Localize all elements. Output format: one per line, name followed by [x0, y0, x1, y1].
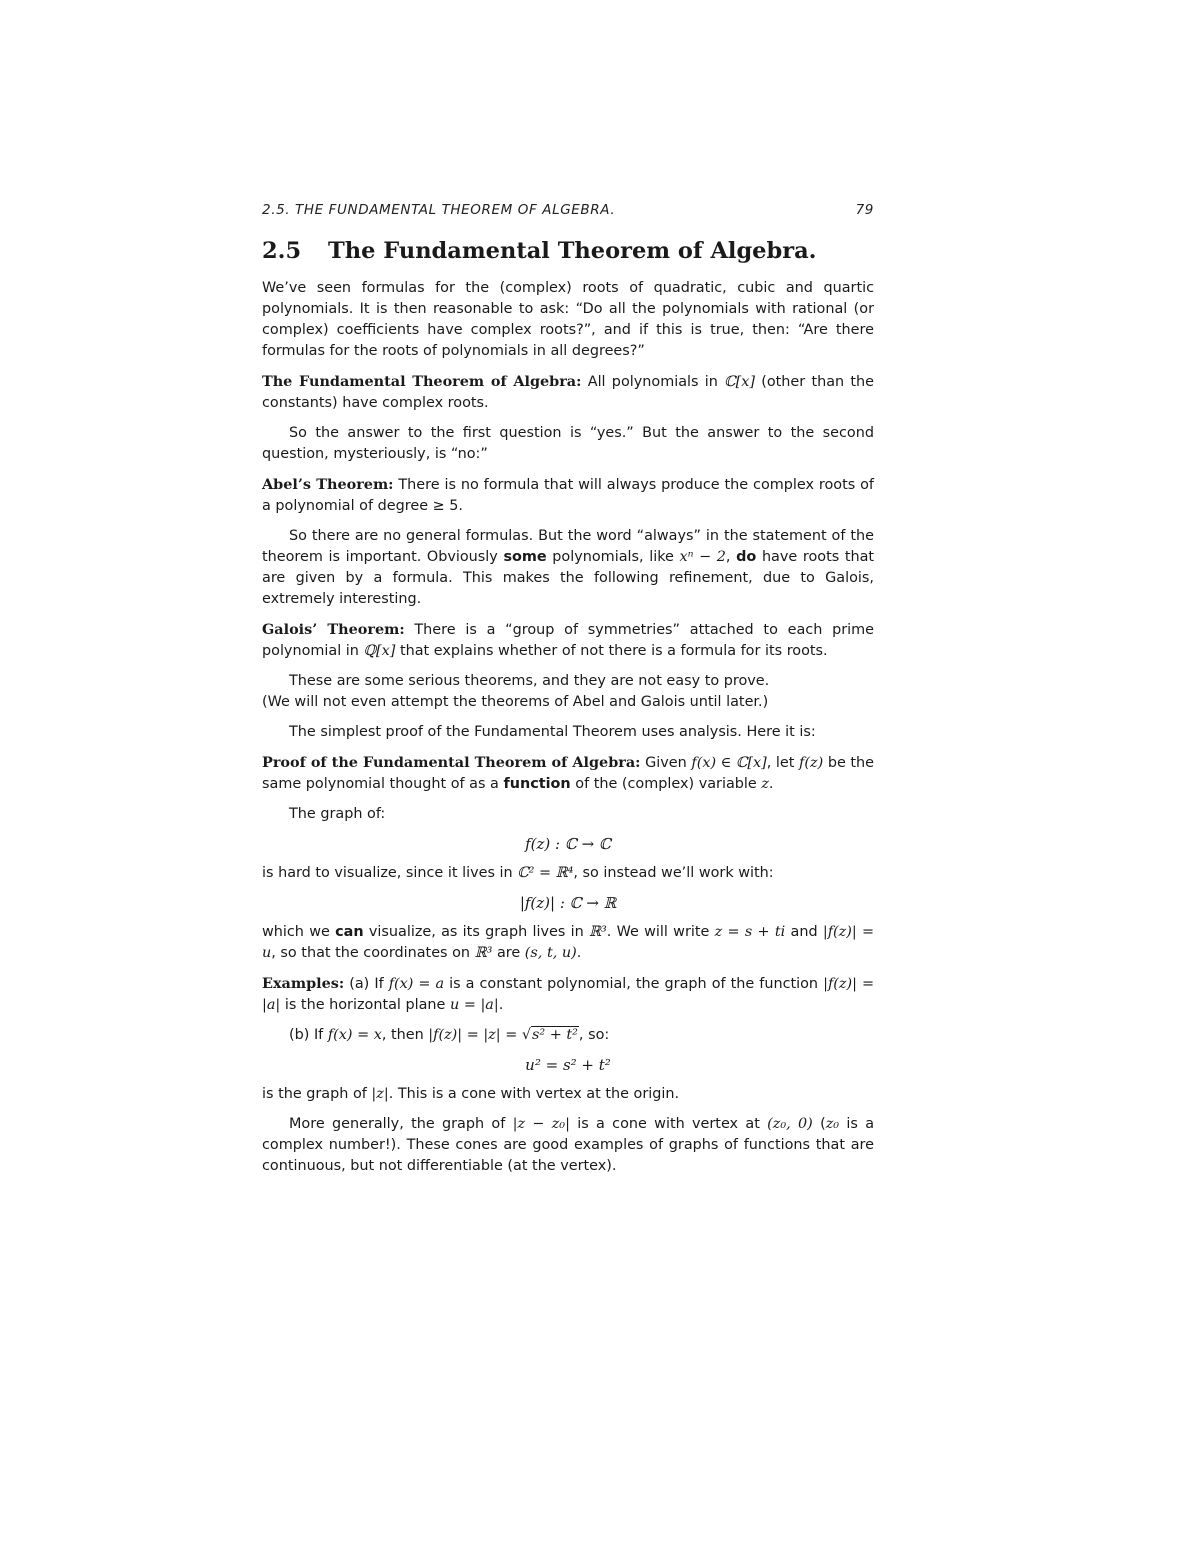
always-paragraph	[262, 526, 874, 610]
text-run: of the (complex) variable	[575, 776, 757, 792]
display-equation-2: |f(z)| : ℂ → ℝ	[519, 894, 617, 912]
bold-word: function	[503, 776, 571, 792]
text-run: . We will write	[606, 924, 710, 940]
math-expression: z	[761, 776, 769, 792]
math-expression: xⁿ − 2	[679, 549, 726, 565]
serious-line-1: These are some serious theorems, and they are not easy to prove.	[289, 673, 770, 689]
general-paragraph	[262, 1114, 874, 1177]
text-run: (	[820, 1116, 826, 1132]
example-b	[262, 1025, 874, 1046]
math-expression: |f(z)| = |a|	[262, 976, 875, 1013]
display-equation-3: u² = s² + t²	[525, 1056, 611, 1074]
proof-paragraph	[262, 752, 874, 795]
example-a	[262, 973, 874, 1016]
abel-label: Abel’s Theorem:	[262, 476, 394, 493]
text-run: and	[790, 924, 818, 940]
answer-paragraph: So the answer to the first question is “yes.” But the answer to the second question, mysteriously, is “no:”	[262, 425, 874, 462]
math-expression: |z − z₀|	[512, 1116, 570, 1132]
text-run: are	[496, 945, 521, 961]
text-run: which we	[262, 924, 330, 940]
page-number: 79	[855, 202, 874, 218]
fta-statement	[262, 371, 874, 414]
text-run: (b) If	[289, 1027, 324, 1043]
running-head	[262, 196, 874, 224]
text-run: Given	[645, 755, 687, 771]
math-ring: ℚ[x]	[363, 643, 396, 659]
text-run: .	[498, 997, 504, 1013]
graph-lead: The graph of:	[289, 806, 386, 822]
text-run: .	[576, 945, 582, 961]
text-run: , let	[766, 755, 795, 771]
text-run: More generally, the graph of	[289, 1116, 506, 1132]
text-run: (a) If	[349, 976, 384, 992]
text-run: is a constant polynomial, the graph of the function	[449, 976, 819, 992]
text-run: .	[768, 776, 774, 792]
math-expression: ℝ³	[589, 924, 607, 940]
section-heading	[262, 238, 874, 264]
text-run: be the same polynomial thought of as a	[262, 755, 875, 792]
math-expression: u = |a|	[449, 997, 499, 1013]
text-run: . This is a cone with vertex at the origin.	[388, 1086, 680, 1102]
running-title: 2.5. THE FUNDAMENTAL THEOREM OF ALGEBRA.	[262, 202, 616, 218]
math-expression: |f(z)| = u	[262, 924, 875, 961]
math-expression: (s, t, u)	[524, 945, 577, 961]
display-equation-1: f(z) : ℂ → ℂ	[525, 835, 611, 853]
text-run: , so instead we’ll work with:	[573, 865, 774, 881]
math-expression: (z₀, 0)	[767, 1116, 813, 1132]
math-expression: f(x) = x	[327, 1027, 382, 1043]
math-expression: ℝ³	[474, 945, 493, 961]
galois-text-after: that explains whether of not there is a formula for its roots.	[399, 643, 828, 659]
fta-label: The Fundamental Theorem of Algebra:	[262, 373, 582, 390]
serious-line-2: (We will not even attempt the theorems of Abel and Galois until later.)	[262, 694, 769, 710]
sqrt-radicand: s² + t²	[532, 1027, 578, 1043]
text-run: is hard to visualize, since it lives in	[262, 865, 513, 881]
text-run: is the horizontal plane	[284, 997, 446, 1013]
proof-label: Proof of the Fundamental Theorem of Algebra:	[262, 754, 641, 771]
math-expression: f(x) ∈ ℂ[x]	[691, 755, 767, 771]
section-title: The Fundamental Theorem of Algebra.	[328, 238, 817, 264]
visualize-paragraph	[262, 863, 874, 884]
math-expression: |z|	[371, 1086, 389, 1102]
abel-theorem	[262, 474, 874, 517]
examples-label: Examples:	[262, 975, 345, 992]
fta-text-after: (other than the constants) have complex roots.	[262, 374, 875, 411]
text-run: ,	[725, 549, 731, 565]
math-expression: f(z)	[799, 755, 824, 771]
math-expression: z = s + ti	[714, 924, 786, 940]
document-page	[262, 196, 874, 1177]
text-run: So there are no general formulas. But the word “always” in the statement of the theorem is important. Obviously	[262, 528, 874, 565]
text-run: have roots that are given by a formula. This makes the following refinement, due to Galois, extremely interesting.	[262, 549, 875, 607]
simplest-paragraph: The simplest proof of the Fundamental Theorem uses analysis. Here it is:	[289, 724, 816, 740]
math-expression: |f(z)| = |z| = √	[428, 1027, 531, 1043]
math-expression: f(x) = a	[388, 976, 445, 992]
text-run: is a complex number!). These cones are good examples of graphs of functions that are continuous, but not differentiable (at the vertex).	[262, 1116, 875, 1174]
math-ring: ℂ[x]	[724, 374, 755, 390]
text-run: visualize, as its graph lives in	[368, 924, 584, 940]
text-run: polynomials, like	[552, 549, 674, 565]
math-expression: z₀	[825, 1116, 840, 1132]
coordinates-paragraph	[262, 922, 874, 964]
text-run: , so:	[578, 1027, 610, 1043]
bold-word: do	[736, 549, 757, 565]
galois-label: Galois’ Theorem:	[262, 621, 405, 638]
bold-word: some	[503, 549, 547, 565]
intro-paragraph: We’ve seen formulas for the (complex) roots of quadratic, cubic and quartic polynomials. It is then reasonable to ask: “Do all the polynomials with rational (or complex) coefficients have complex roots?”, and if this is true, then: “Are there formulas for the roots of polynomials in all degrees?”	[262, 280, 874, 359]
text-run: , then	[381, 1027, 424, 1043]
math-expression: ℂ² = ℝ⁴	[517, 865, 574, 881]
text-run: is the graph of	[262, 1086, 367, 1102]
galois-text: There is a “group of symmetries” attached to each prime polynomial in	[262, 622, 874, 659]
text-run: is a cone with vertex at	[577, 1116, 760, 1132]
abel-text: There is no formula that will always produce the complex roots of a polynomial of degree ≥ 5.	[262, 477, 874, 514]
text-run: , so that the coordinates on	[271, 945, 471, 961]
cone-paragraph	[262, 1084, 874, 1105]
section-number: 2.5	[262, 238, 302, 264]
fta-text: All polynomials in	[587, 374, 718, 390]
bold-word: can	[335, 924, 364, 940]
galois-theorem	[262, 619, 874, 662]
